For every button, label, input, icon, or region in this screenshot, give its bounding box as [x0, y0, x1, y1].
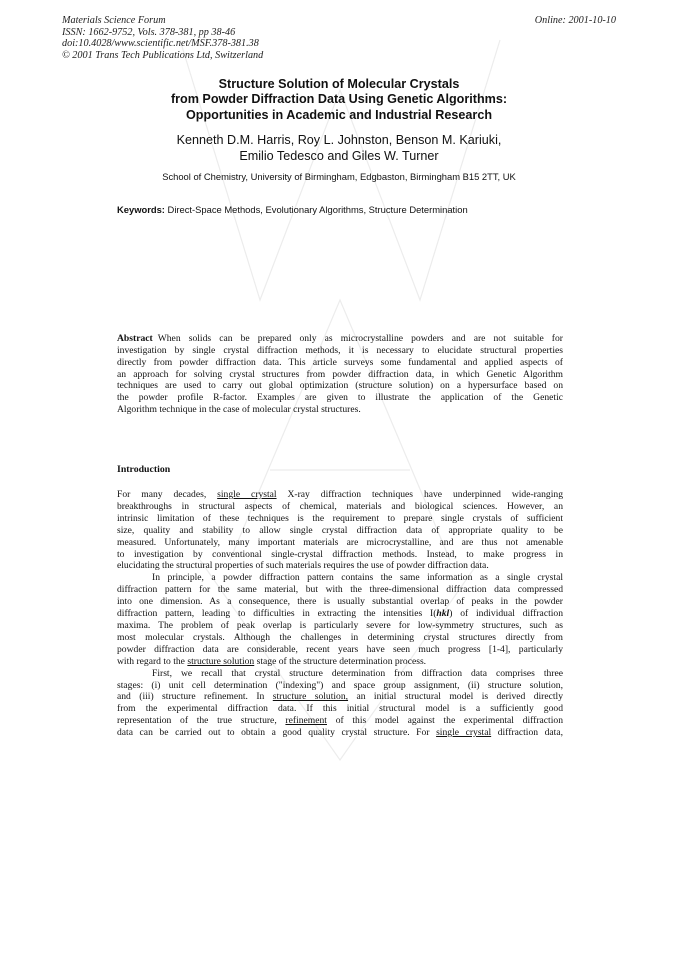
title-line: Structure Solution of Molecular Crystals: [218, 77, 460, 91]
keywords-label: Keywords:: [117, 204, 165, 215]
body-line: elucidating the structural properties of such materials requires the use of powder diffraction data.: [117, 560, 489, 572]
copyright-line: © 2001 Trans Tech Publications Ltd, Switzerland: [62, 49, 264, 61]
abstract: [117, 333, 563, 416]
body-line: measured. Unfortunately, many important materials are microcrystalline, and are thus not amenable: [117, 536, 563, 548]
body-line: and (iii) structure refinement. In structure solution, an initial structural model is derived directly: [117, 691, 563, 703]
body-line: maxima. The problem of peak overlap is particularly severe for low-symmetry structures, such as: [117, 619, 563, 631]
online-date: Online: 2001-10-10: [534, 15, 616, 26]
body-line: First, we recall that crystal structure determination from diffraction data comprises three: [152, 667, 563, 679]
hkl-symbol: hkl: [436, 608, 450, 620]
abstract-line: techniques are used to carry out global optimization (structure solution) on a hypersurface based on: [117, 380, 563, 392]
doi-line: doi:10.4028/www.scientific.net/MSF.378-381.38: [62, 38, 259, 50]
authors-line: Kenneth D.M. Harris, Roy L. Johnston, Benson M. Kariuki,: [176, 133, 502, 147]
abstract-label: Abstract: [117, 333, 153, 344]
body-line: representation of the true structure, refinement of this model against the experimental diffraction: [117, 715, 563, 727]
keywords-text: Direct-Space Methods, Evolutionary Algorithms, Structure Determination: [167, 204, 468, 215]
underlined-term: refinement: [285, 715, 327, 727]
author-list: [110, 133, 568, 164]
underlined-term: single crystal: [436, 727, 492, 739]
body-line: data can be carried out to obtain a good quality crystal structure. For single crystal diffraction data,: [117, 727, 563, 739]
keywords: [117, 204, 468, 215]
abstract-line: Abstract When solids can be prepared only as microcrystalline powders and are not suitable for: [117, 333, 563, 344]
body-line: In principle, a powder diffraction pattern contains the same information as a single crystal: [152, 572, 563, 584]
abstract-line: the powder profile R-factor. Examples are given to illustrate the application of the Genetic: [117, 392, 563, 404]
body-line: with regard to the structure solution stage of the structure determination process.: [117, 655, 427, 667]
body-line: size, quality and stability to allow single crystal diffraction data of appropriate quality to be: [117, 524, 563, 536]
body-line: from the experimental diffraction data. If this initial structural model is a sufficiently good: [117, 703, 563, 715]
underlined-term: single crystal: [217, 489, 277, 500]
body-line: breakthroughs in structural aspects of chemical, materials and biological sciences. However, an: [117, 500, 563, 512]
abstract-line: an approach for solving crystal structures from powder diffraction data, in which Genetic Algorithm: [117, 368, 563, 380]
journal-name: Materials Science Forum: [62, 15, 166, 26]
body-line: to investigation by conventional single-crystal diffraction methods. Instead, to make progress in: [117, 548, 563, 560]
body-line: diffraction pattern, leading to difficulties in extracting the intensities I(hkl) of individual diffraction: [117, 608, 563, 620]
underlined-term: structure solution: [187, 655, 255, 667]
body-line: intrinsic limitation of these techniques is the requirement to prepare single crystals of sufficient: [117, 512, 563, 524]
body-line: into one dimension. As a consequence, there is usually substantial overlap of peaks in the powder: [117, 596, 563, 608]
body-line: For many decades, single crystal X-ray diffraction techniques have underpinned wide-ranging: [117, 489, 563, 500]
authors-line: Emilio Tedesco and Giles W. Turner: [239, 148, 439, 163]
introduction-body: [117, 489, 563, 739]
abstract-line: directly from powder diffraction data. This article surveys some fundamental and applied aspects of: [117, 356, 563, 368]
affiliation: School of Chemistry, University of Birmingham, Edgbaston, Birmingham B15 2TT, UK: [162, 171, 516, 182]
title-line: from Powder Diffraction Data Using Genetic Algorithms:: [170, 92, 508, 107]
body-line: most molecular crystals. Although the challenges in determining crystal structures directly from: [117, 631, 563, 643]
journal-citation-header: [62, 15, 263, 61]
section-heading-introduction: Introduction: [117, 464, 171, 475]
body-line: diffraction pattern for the same material, but with the three-dimensional diffraction data compressed: [117, 584, 563, 596]
body-line: powder diffraction data are considerable, recent years have seen much progress [1-4], particularly: [117, 643, 563, 655]
title-line: Opportunities in Academic and Industrial Research: [185, 107, 493, 122]
issn-line: ISSN: 1662-9752, Vols. 378-381, pp 38-46: [62, 26, 236, 38]
abstract-line: Algorithm technique in the case of molecular crystal structures.: [117, 404, 361, 416]
abstract-line: investigation by single crystal diffraction methods, it is necessary to elucidate structural properties: [117, 344, 563, 356]
paper-title: [110, 77, 568, 123]
body-line: stages: (i) unit cell determination ("indexing") and space group assignment, (ii) structure solution,: [117, 679, 563, 691]
underlined-term: structure solution,: [272, 691, 349, 703]
